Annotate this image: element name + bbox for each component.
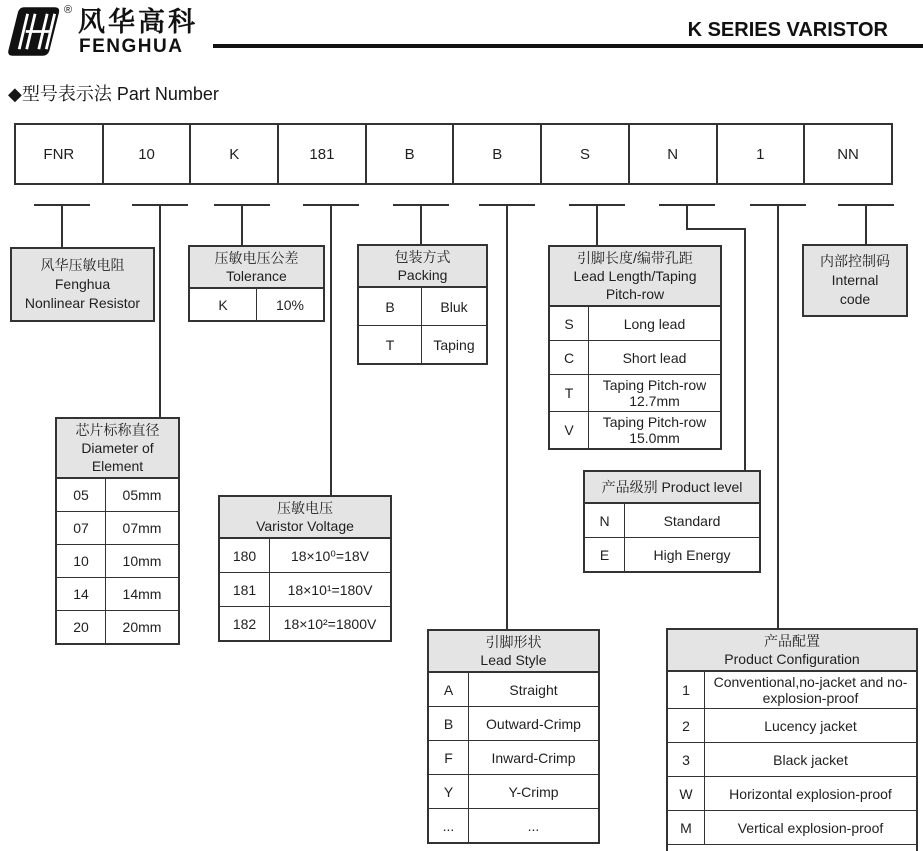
table-row bbox=[57, 511, 178, 544]
code-cell: M bbox=[668, 811, 705, 844]
code-cell: S bbox=[550, 307, 589, 340]
lead_length-header: 引脚长度/编带孔距 Lead Length/Taping Pitch-row bbox=[550, 247, 720, 307]
fenghua-resistor-label bbox=[10, 247, 155, 322]
lead-length-table bbox=[548, 245, 722, 450]
table-row bbox=[57, 610, 178, 643]
code-cell: 07 bbox=[57, 512, 106, 544]
part-number-row bbox=[14, 123, 893, 185]
code-cell: V bbox=[550, 412, 589, 448]
diameter-header: 芯片标称直径 Diameter of Element bbox=[57, 419, 178, 479]
table-row bbox=[585, 504, 759, 537]
code-cell: F bbox=[429, 741, 469, 774]
description-cell: Conventional,no-jacket and no-explosion-proof bbox=[713, 674, 908, 706]
table-row bbox=[668, 776, 916, 810]
code-cell: B bbox=[429, 707, 469, 740]
packing-table bbox=[357, 244, 488, 365]
tolerance-table bbox=[188, 245, 325, 322]
pn-segment-product-config: 1 bbox=[716, 123, 806, 185]
table-row bbox=[550, 374, 720, 411]
table-row bbox=[57, 544, 178, 577]
label-line: code bbox=[839, 291, 871, 307]
description-cell: Bluk bbox=[440, 298, 468, 315]
table-row bbox=[220, 539, 390, 572]
connector-line bbox=[686, 204, 688, 230]
table-row bbox=[359, 325, 486, 363]
table-row bbox=[220, 572, 390, 606]
code-cell: E bbox=[585, 538, 625, 571]
label-line: Fenghua bbox=[54, 276, 111, 292]
connector-line bbox=[159, 204, 161, 418]
table-row bbox=[550, 411, 720, 448]
description-cell: Y-Crimp bbox=[508, 783, 559, 800]
description-cell: 10mm bbox=[122, 553, 162, 569]
table-row bbox=[668, 810, 916, 844]
table-row bbox=[668, 708, 916, 742]
table-row bbox=[585, 537, 759, 571]
description-cell: Horizontal explosion-proof bbox=[729, 785, 892, 802]
pn-segment-tolerance: K bbox=[189, 123, 279, 185]
varistor-voltage-table bbox=[218, 495, 392, 642]
pn-segment-product-level: N bbox=[628, 123, 718, 185]
page-title: K SERIES VARISTOR bbox=[687, 19, 888, 41]
label-line: 风华压敏电阻 bbox=[40, 257, 125, 273]
table-row bbox=[190, 289, 323, 320]
registered-trademark: ® bbox=[64, 4, 73, 16]
code-cell: C bbox=[550, 341, 589, 374]
description-cell: 18×10⁰=18V bbox=[290, 547, 370, 564]
description-cell: Lucency jacket bbox=[764, 717, 857, 734]
code-cell: 05 bbox=[57, 479, 106, 511]
code-cell: 181 bbox=[220, 573, 270, 606]
code-cell: 10 bbox=[57, 545, 106, 577]
logo-english-name: FENGHUA bbox=[79, 36, 184, 57]
connector-line bbox=[744, 228, 746, 470]
code-cell: B bbox=[359, 288, 422, 325]
product_level-header: 产品级别 Product level bbox=[585, 472, 759, 504]
code-cell: A bbox=[429, 673, 469, 706]
description-cell: Black jacket bbox=[773, 751, 848, 768]
description-cell: 18×10²=1800V bbox=[283, 615, 377, 632]
code-cell: N bbox=[585, 504, 625, 537]
table-row bbox=[220, 606, 390, 640]
lead_style-header: 引脚形状 Lead Style bbox=[429, 631, 598, 673]
code-cell: 1 bbox=[668, 672, 705, 708]
label-line: Nonlinear Resistor bbox=[24, 295, 141, 311]
table-row bbox=[57, 479, 178, 511]
description-cell: 05mm bbox=[122, 487, 162, 503]
product_config-header: 产品配置 Product Configuration bbox=[668, 630, 916, 672]
code-cell: 14 bbox=[57, 578, 106, 610]
description-cell: Long lead bbox=[623, 315, 686, 332]
pn-segment-voltage: 181 bbox=[277, 123, 367, 185]
description-cell: 14mm bbox=[122, 586, 162, 602]
code-cell: ... bbox=[429, 809, 469, 842]
code-cell: W bbox=[668, 777, 705, 810]
description-cell: Standard bbox=[663, 512, 721, 529]
description-cell: 10% bbox=[275, 296, 305, 313]
product-configuration-table bbox=[666, 628, 918, 851]
connector-line bbox=[330, 204, 332, 495]
table-row bbox=[429, 706, 598, 740]
code-cell: 20 bbox=[57, 611, 106, 643]
description-cell: Taping Pitch-row 12.7mm bbox=[602, 377, 707, 409]
tolerance-header: 压敏电压公差 Tolerance bbox=[190, 247, 323, 289]
connector-elbow bbox=[686, 228, 746, 230]
table-row bbox=[668, 742, 916, 776]
description-cell: 18×10¹=180V bbox=[287, 581, 373, 598]
table-row bbox=[429, 808, 598, 842]
description-cell: Inward-Crimp bbox=[491, 749, 576, 766]
table-row bbox=[668, 672, 916, 708]
connector-line bbox=[420, 204, 422, 245]
description-cell: Outward-Crimp bbox=[486, 715, 581, 732]
connector-line bbox=[777, 204, 779, 628]
code-cell: Y bbox=[429, 775, 469, 808]
description-cell: ... bbox=[527, 817, 540, 834]
fenghua-logo-icon bbox=[8, 5, 64, 58]
pn-segment-diameter: 10 bbox=[102, 123, 192, 185]
packing-header: 包装方式 Packing bbox=[359, 246, 486, 288]
description-cell: 07mm bbox=[122, 520, 162, 536]
product-level-table bbox=[583, 470, 761, 573]
description-cell: Vertical explosion-proof bbox=[737, 819, 884, 836]
label-line: Internal bbox=[831, 272, 879, 288]
lead-style-table bbox=[427, 629, 600, 844]
code-cell: T bbox=[550, 375, 589, 411]
code-cell: 3 bbox=[668, 743, 705, 776]
table-row bbox=[550, 340, 720, 374]
voltage-header: 压敏电压 Varistor Voltage bbox=[220, 497, 390, 539]
table-row bbox=[550, 307, 720, 340]
pn-segment-lead-style: B bbox=[452, 123, 542, 185]
pn-segment-lead-length: S bbox=[540, 123, 630, 185]
logo-chinese-name: 风华高科 bbox=[78, 7, 198, 37]
description-cell: Straight bbox=[509, 681, 558, 698]
diameter-table bbox=[55, 417, 180, 645]
label-line: 内部控制码 bbox=[820, 253, 890, 269]
pn-segment-internal-code: NN bbox=[803, 123, 893, 185]
connector-line bbox=[865, 204, 867, 244]
description-cell: 20mm bbox=[122, 619, 162, 635]
table-row bbox=[359, 288, 486, 325]
code-cell: T bbox=[359, 326, 422, 363]
pn-segment-packing: B bbox=[365, 123, 455, 185]
pn-segment-series: FNR bbox=[14, 123, 104, 185]
code-cell: 180 bbox=[220, 539, 270, 572]
section-heading: ◆型号表示法 Part Number bbox=[8, 84, 219, 104]
table-row bbox=[429, 740, 598, 774]
header-rule bbox=[213, 44, 923, 48]
connector-line bbox=[241, 204, 243, 246]
description-cell: Taping bbox=[433, 336, 475, 353]
connector-line bbox=[506, 204, 508, 629]
description-cell: Taping Pitch-row 15.0mm bbox=[602, 414, 707, 446]
table-row bbox=[57, 577, 178, 610]
description-cell: Short lead bbox=[622, 349, 687, 366]
code-cell: 182 bbox=[220, 607, 270, 640]
code-cell: 2 bbox=[668, 709, 705, 742]
connector-line bbox=[596, 204, 598, 245]
internal-code-label bbox=[802, 244, 908, 317]
table-row bbox=[429, 673, 598, 706]
connector-line bbox=[61, 204, 63, 247]
table-row bbox=[429, 774, 598, 808]
code-cell: K bbox=[190, 289, 257, 320]
description-cell: High Energy bbox=[653, 546, 731, 563]
